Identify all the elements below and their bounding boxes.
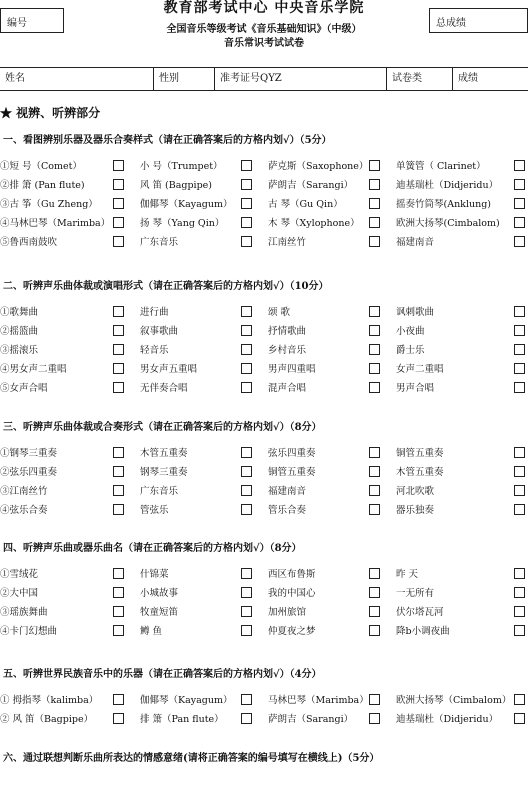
answer-checkbox[interactable] xyxy=(514,325,525,336)
option-label: ④马林巴琴（Marimba） xyxy=(0,218,111,229)
part-title: ★ 视辨、听辨部分 xyxy=(0,106,101,120)
answer-checkbox[interactable] xyxy=(113,217,124,228)
option-label: 爵士乐 xyxy=(396,345,425,356)
option-label: 昨 天 xyxy=(396,569,419,580)
option-label: ② 风 笛（Bagpipe） xyxy=(0,714,94,725)
option-label: ③江南丝竹 xyxy=(0,486,48,497)
answer-checkbox[interactable] xyxy=(241,568,252,579)
option-label: ④卡门幻想曲 xyxy=(0,626,58,637)
question-row xyxy=(0,693,528,712)
answer-checkbox[interactable] xyxy=(369,306,380,317)
option-label: 单簧管（ Clarinet） xyxy=(396,161,486,172)
option-label: 管乐合奏 xyxy=(268,505,307,516)
option-label: ④男女声二重唱 xyxy=(0,364,67,375)
option-label: 伏尔塔瓦河 xyxy=(396,607,444,618)
answer-checkbox[interactable] xyxy=(514,485,525,496)
answer-checkbox[interactable] xyxy=(369,713,380,724)
option-label: 男声四重唱 xyxy=(268,364,316,375)
option-label: 排 箫（Pan flute） xyxy=(140,714,224,725)
answer-checkbox[interactable] xyxy=(113,606,124,617)
answer-checkbox[interactable] xyxy=(241,344,252,355)
question-row xyxy=(0,197,528,216)
total-score-box[interactable] xyxy=(429,8,528,33)
option-label: ③古 筝（Gu Zheng） xyxy=(0,199,98,210)
paper-title-institutions: 教育部考试中心 中央音乐学院 xyxy=(163,0,365,16)
answer-checkbox[interactable] xyxy=(113,625,124,636)
answer-checkbox[interactable] xyxy=(514,606,525,617)
answer-checkbox[interactable] xyxy=(369,504,380,515)
answer-checkbox[interactable] xyxy=(241,179,252,190)
answer-checkbox[interactable] xyxy=(241,198,252,209)
question-row xyxy=(0,586,528,605)
answer-checkbox[interactable] xyxy=(514,694,525,705)
answer-checkbox[interactable] xyxy=(514,344,525,355)
answer-checkbox[interactable] xyxy=(514,198,525,209)
question-row xyxy=(0,567,528,586)
paper-type-field[interactable] xyxy=(387,68,453,90)
answer-checkbox[interactable] xyxy=(514,713,525,724)
question-row xyxy=(0,446,528,465)
answer-checkbox[interactable] xyxy=(241,606,252,617)
question-row xyxy=(0,381,528,400)
answer-checkbox[interactable] xyxy=(514,587,525,598)
option-label: 仲夏夜之梦 xyxy=(268,626,316,637)
option-label: ①雪绒花 xyxy=(0,569,39,580)
score-label: 成绩 xyxy=(458,73,478,84)
name-field[interactable] xyxy=(0,68,154,90)
option-label: 风 笛 (Bagpipe) xyxy=(140,180,213,191)
answer-checkbox[interactable] xyxy=(369,606,380,617)
option-label: 小 号（Trumpet） xyxy=(140,161,223,172)
answer-checkbox[interactable] xyxy=(369,236,380,247)
answer-checkbox[interactable] xyxy=(113,363,124,374)
answer-checkbox[interactable] xyxy=(369,625,380,636)
question-row xyxy=(0,712,528,731)
option-label: ②大中国 xyxy=(0,588,39,599)
answer-checkbox[interactable] xyxy=(241,447,252,458)
answer-checkbox[interactable] xyxy=(514,625,525,636)
question-row xyxy=(0,324,528,343)
option-label: ③瑶族舞曲 xyxy=(0,607,48,618)
answer-checkbox[interactable] xyxy=(113,382,124,393)
answer-checkbox[interactable] xyxy=(241,625,252,636)
question-row xyxy=(0,343,528,362)
option-label: 加州旅馆 xyxy=(268,607,307,618)
option-label: 颂 歌 xyxy=(268,307,291,318)
option-label: 一无所有 xyxy=(396,588,435,599)
option-label: 鳟 鱼 xyxy=(140,626,163,637)
option-label: 伽倻琴（Kayagum） xyxy=(140,199,233,210)
answer-checkbox[interactable] xyxy=(113,306,124,317)
option-label: 牧童短笛 xyxy=(140,607,179,618)
option-label: ① 拇指琴（kalimba） xyxy=(0,695,99,706)
option-label: ⑤女声合唱 xyxy=(0,383,48,394)
answer-checkbox[interactable] xyxy=(514,363,525,374)
answer-checkbox[interactable] xyxy=(113,447,124,458)
option-label: 什锦菜 xyxy=(140,569,169,580)
section-title-3: 三、听辨声乐曲体裁或合奏形式（请在正确答案后的方格内划√）（8分） xyxy=(3,422,322,433)
answer-checkbox[interactable] xyxy=(113,713,124,724)
question-row xyxy=(0,605,528,624)
answer-checkbox[interactable] xyxy=(369,466,380,477)
answer-checkbox[interactable] xyxy=(113,466,124,477)
answer-checkbox[interactable] xyxy=(369,587,380,598)
option-label: ①歌舞曲 xyxy=(0,307,39,318)
question-row xyxy=(0,216,528,235)
option-label: 伽倻琴（Kayagum） xyxy=(140,695,233,706)
option-label: 摇奏竹筒琴(Anklung) xyxy=(396,199,492,210)
answer-checkbox[interactable] xyxy=(241,236,252,247)
section-title-4: 四、听辨声乐曲或器乐曲名（请在正确答案后的方格内划√）（8分） xyxy=(3,543,302,554)
answer-checkbox[interactable] xyxy=(369,694,380,705)
answer-checkbox[interactable] xyxy=(241,587,252,598)
option-label: 萨克斯（Saxophone） xyxy=(268,161,369,172)
answer-checkbox[interactable] xyxy=(514,504,525,515)
option-label: 广东音乐 xyxy=(140,237,179,248)
answer-checkbox[interactable] xyxy=(369,217,380,228)
question-row xyxy=(0,178,528,197)
answer-checkbox[interactable] xyxy=(514,382,525,393)
option-label: 叙事歌曲 xyxy=(140,326,179,337)
answer-checkbox[interactable] xyxy=(113,236,124,247)
answer-checkbox[interactable] xyxy=(514,466,525,477)
option-label: 乡村音乐 xyxy=(268,345,307,356)
paper-title-subject: 音乐常识考试试卷 xyxy=(224,38,304,49)
option-label: ①钢琴三重奏 xyxy=(0,448,58,459)
paper-type-label: 试卷类 xyxy=(392,73,422,84)
option-label: 男女声五重唱 xyxy=(140,364,198,375)
candidate-info-row xyxy=(0,67,528,91)
answer-checkbox[interactable] xyxy=(113,344,124,355)
question-row xyxy=(0,624,528,643)
answer-checkbox[interactable] xyxy=(113,568,124,579)
question-row xyxy=(0,503,528,522)
answer-checkbox[interactable] xyxy=(369,325,380,336)
option-label: 木管五重奏 xyxy=(396,467,444,478)
section-title-2: 二、听辨声乐曲体裁或演唱形式（请在正确答案后的方格内划√）（10分） xyxy=(3,281,329,292)
option-label: 迪基瑞杜（Didjeridu） xyxy=(396,714,499,725)
question-row xyxy=(0,159,528,178)
option-label: 扬 琴（Yang Qin） xyxy=(140,218,225,229)
option-label: 萨朗吉（Sarangi） xyxy=(268,180,354,191)
option-label: 西区布鲁斯 xyxy=(268,569,316,580)
name-label: 姓名 xyxy=(5,73,25,84)
answer-checkbox[interactable] xyxy=(113,198,124,209)
option-label: 河北吹歌 xyxy=(396,486,435,497)
answer-checkbox[interactable] xyxy=(241,160,252,171)
answer-checkbox[interactable] xyxy=(113,504,124,515)
answer-checkbox[interactable] xyxy=(369,160,380,171)
answer-checkbox[interactable] xyxy=(241,485,252,496)
option-label: ③摇滚乐 xyxy=(0,345,39,356)
option-label: 弦乐四重奏 xyxy=(268,448,316,459)
answer-checkbox[interactable] xyxy=(241,466,252,477)
option-label: 欧洲大扬琴（Cimbalom） xyxy=(396,695,512,706)
option-label: ②排 箫 (Pan flute) xyxy=(0,180,85,191)
answer-checkbox[interactable] xyxy=(113,325,124,336)
option-label: 抒情歌曲 xyxy=(268,326,307,337)
answer-checkbox[interactable] xyxy=(369,179,380,190)
ticket-number-field[interactable] xyxy=(215,68,387,90)
option-label: 我的中国心 xyxy=(268,588,316,599)
question-row xyxy=(0,235,528,254)
option-label: 器乐独奏 xyxy=(396,505,435,516)
answer-checkbox[interactable] xyxy=(113,587,124,598)
option-label: 铜管五重奏 xyxy=(396,448,444,459)
option-label: 无伴奏合唱 xyxy=(140,383,188,394)
option-label: 江南丝竹 xyxy=(268,237,307,248)
ticket-number-label: 准考证号QYZ xyxy=(220,73,282,84)
option-label: 轻音乐 xyxy=(140,345,169,356)
question-row xyxy=(0,362,528,381)
option-label: 女声二重唱 xyxy=(396,364,444,375)
option-label: 管弦乐 xyxy=(140,505,169,516)
option-label: ①短 号（Comet） xyxy=(0,161,82,172)
answer-checkbox[interactable] xyxy=(514,568,525,579)
answer-checkbox[interactable] xyxy=(113,179,124,190)
option-label: ②弦乐四重奏 xyxy=(0,467,58,478)
option-label: ④弦乐合奏 xyxy=(0,505,48,516)
option-label: 欧洲大扬琴(Cimbalom) xyxy=(396,218,500,229)
answer-checkbox[interactable] xyxy=(514,160,525,171)
option-label: 讽刺歌曲 xyxy=(396,307,435,318)
answer-checkbox[interactable] xyxy=(241,363,252,374)
answer-checkbox[interactable] xyxy=(369,363,380,374)
answer-checkbox[interactable] xyxy=(514,306,525,317)
option-label: 男声合唱 xyxy=(396,383,435,394)
option-label: ②摇篮曲 xyxy=(0,326,39,337)
option-label: ⑤鲁西南鼓吹 xyxy=(0,237,58,248)
question-row xyxy=(0,465,528,484)
answer-checkbox[interactable] xyxy=(113,485,124,496)
answer-checkbox[interactable] xyxy=(514,179,525,190)
answer-checkbox[interactable] xyxy=(369,382,380,393)
gender-field[interactable] xyxy=(154,68,215,90)
answer-checkbox[interactable] xyxy=(369,447,380,458)
option-label: 福建南音 xyxy=(268,486,307,497)
question-row xyxy=(0,305,528,324)
answer-checkbox[interactable] xyxy=(113,694,124,705)
total-score-label: 总成绩 xyxy=(436,18,466,29)
exam-number-label: 编号 xyxy=(7,18,27,29)
option-label: 古 琴（Gu Qin） xyxy=(268,199,343,210)
answer-checkbox[interactable] xyxy=(241,694,252,705)
option-label: 小城故事 xyxy=(140,588,179,599)
answer-checkbox[interactable] xyxy=(241,713,252,724)
option-label: 进行曲 xyxy=(140,307,169,318)
option-label: 福建南音 xyxy=(396,237,435,248)
option-label: 马林巴琴（Marimba） xyxy=(268,695,369,706)
option-label: 铜管五重奏 xyxy=(268,467,316,478)
option-label: 木管五重奏 xyxy=(140,448,188,459)
option-label: 萨朗吉（Sarangi） xyxy=(268,714,354,725)
answer-checkbox[interactable] xyxy=(369,568,380,579)
answer-checkbox[interactable] xyxy=(241,504,252,515)
option-label: 木 琴（Xylophone） xyxy=(268,218,360,229)
paper-title-exam: 全国音乐等级考试《音乐基础知识》（中级） xyxy=(166,24,362,35)
answer-checkbox[interactable] xyxy=(113,160,124,171)
section-title-5: 五、听辨世界民族音乐中的乐器（请在正确答案后的方格内划√）（4分） xyxy=(3,669,322,680)
answer-checkbox[interactable] xyxy=(514,447,525,458)
answer-checkbox[interactable] xyxy=(241,382,252,393)
option-label: 小夜曲 xyxy=(396,326,425,337)
section-title-1: 一、看图辨别乐器及器乐合奏样式（请在正确答案后的方格内划√）（5分） xyxy=(3,135,332,146)
answer-checkbox[interactable] xyxy=(241,325,252,336)
answer-checkbox[interactable] xyxy=(369,485,380,496)
section-title-6: 六、通过联想判断乐曲所表达的情感意绪(请将正确答案的编号填写在横线上)（5分） xyxy=(3,753,380,764)
option-label: 降b小调夜曲 xyxy=(396,626,450,637)
answer-checkbox[interactable] xyxy=(241,217,252,228)
answer-checkbox[interactable] xyxy=(514,236,525,247)
question-row xyxy=(0,484,528,503)
option-label: 广东音乐 xyxy=(140,486,179,497)
answer-checkbox[interactable] xyxy=(514,217,525,228)
answer-checkbox[interactable] xyxy=(241,306,252,317)
gender-label: 性别 xyxy=(159,73,179,84)
option-label: 钢琴三重奏 xyxy=(140,467,188,478)
option-label: 混声合唱 xyxy=(268,383,307,394)
score-field[interactable] xyxy=(453,68,528,90)
answer-checkbox[interactable] xyxy=(369,344,380,355)
option-label: 迪基瑞杜（Didjeridu） xyxy=(396,180,499,191)
answer-checkbox[interactable] xyxy=(369,198,380,209)
